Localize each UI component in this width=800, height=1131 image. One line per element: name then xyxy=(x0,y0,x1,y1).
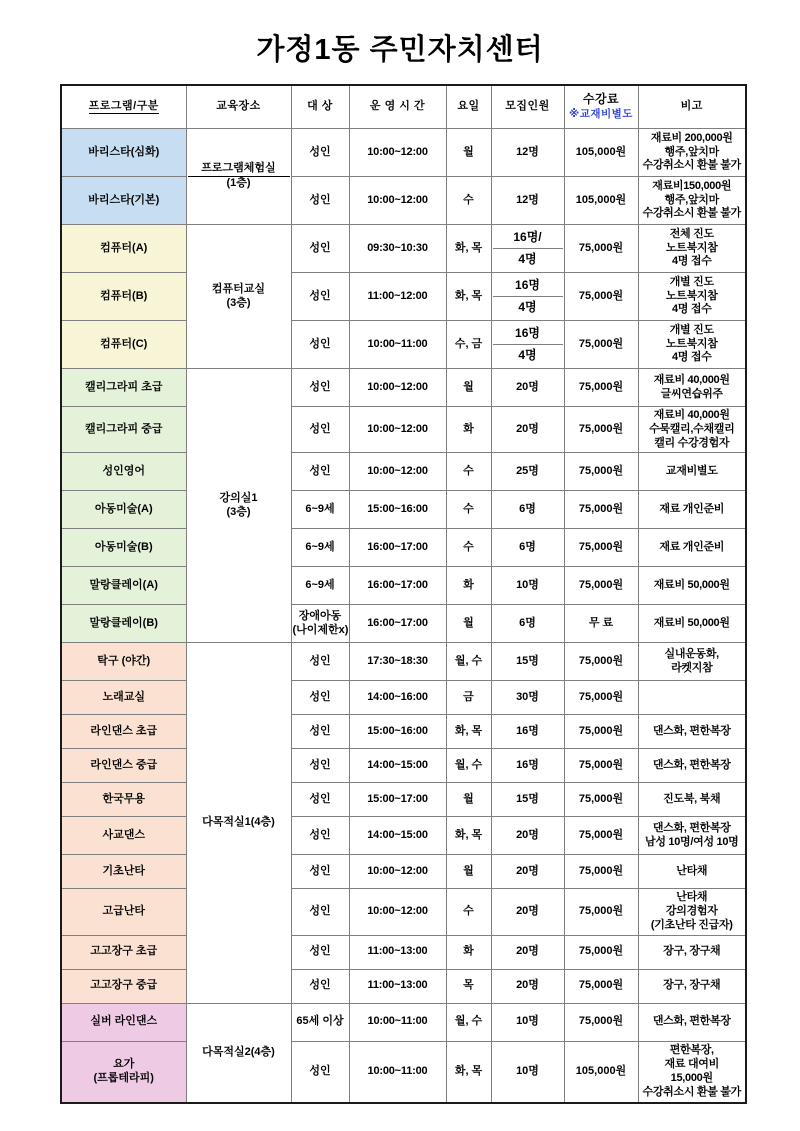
capacity-cell: 20명 xyxy=(491,969,564,1003)
target-cell: 성인 xyxy=(291,273,349,321)
schedule-table-wrapper xyxy=(0,84,800,1104)
remarks-cell: 개별 진도 노트북지참 4명 접수 xyxy=(638,273,746,321)
fee-cell: 75,000원 xyxy=(564,407,638,453)
fee-cell: 75,000원 xyxy=(564,1003,638,1041)
operating-time-cell: 10:00~11:00 xyxy=(349,321,446,369)
program-name-cell: 바리스타(심화) xyxy=(61,129,186,177)
program-name-cell: 노래교실 xyxy=(61,681,186,715)
capacity-cell xyxy=(491,273,564,321)
capacity-cell: 16명 xyxy=(491,749,564,783)
operating-time-cell: 10:00~11:00 xyxy=(349,1003,446,1041)
program-name-cell: 기초난타 xyxy=(61,855,186,889)
program-name-cell: 고고장구 중급 xyxy=(61,969,186,1003)
remarks-cell: 장구, 장구채 xyxy=(638,935,746,969)
fee-cell: 75,000원 xyxy=(564,749,638,783)
capacity-cell: 10명 xyxy=(491,1041,564,1103)
table-row xyxy=(61,177,746,225)
target-cell: 성인 xyxy=(291,783,349,817)
capacity-cell: 15명 xyxy=(491,783,564,817)
target-cell: 성인 xyxy=(291,129,349,177)
operating-time-cell: 16:00~17:00 xyxy=(349,529,446,567)
weekday-cell: 수, 금 xyxy=(446,321,491,369)
venue-cell: 프로그램체험실 (1층) xyxy=(186,129,291,225)
program-name-cell: 라인댄스 초급 xyxy=(61,715,186,749)
table-row xyxy=(61,715,746,749)
weekday-cell: 월 xyxy=(446,783,491,817)
venue-cell: 강의실1 (3층) xyxy=(186,369,291,643)
fee-cell: 75,000원 xyxy=(564,715,638,749)
program-name-cell: 고고장구 초급 xyxy=(61,935,186,969)
operating-time-cell: 16:00~17:00 xyxy=(349,567,446,605)
remarks-cell: 재료비 50,000원 xyxy=(638,567,746,605)
table-row xyxy=(61,567,746,605)
remarks-cell: 진도북, 북채 xyxy=(638,783,746,817)
program-name-cell: 탁구 (야간) xyxy=(61,643,186,681)
weekday-cell: 금 xyxy=(446,681,491,715)
operating-time-cell: 10:00~11:00 xyxy=(349,1041,446,1103)
capacity-cell: 30명 xyxy=(491,681,564,715)
column-header-remarks: 비고 xyxy=(638,85,746,129)
venue-cell: 다목적실2(4층) xyxy=(186,1003,291,1103)
target-cell: 성인 xyxy=(291,681,349,715)
program-name-cell: 아동미술(B) xyxy=(61,529,186,567)
weekday-cell: 월, 수 xyxy=(446,1003,491,1041)
column-header-place: 교육장소 xyxy=(186,85,291,129)
remarks-cell: 재료비 40,000원 수묵캘리,수채캘리 캘리 수강경험자 xyxy=(638,407,746,453)
remarks-cell: 댄스화, 편한복장 xyxy=(638,1003,746,1041)
operating-time-cell: 10:00~12:00 xyxy=(349,453,446,491)
table-row xyxy=(61,1041,746,1103)
fee-cell: 105,000원 xyxy=(564,177,638,225)
fee-cell: 75,000원 xyxy=(564,529,638,567)
capacity-cell: 16명 xyxy=(491,715,564,749)
target-cell: 성인 xyxy=(291,453,349,491)
operating-time-cell: 10:00~12:00 xyxy=(349,369,446,407)
fee-cell: 75,000원 xyxy=(564,855,638,889)
operating-time-cell: 10:00~12:00 xyxy=(349,889,446,935)
capacity-primary: 16명 xyxy=(493,275,563,297)
target-cell: 6~9세 xyxy=(291,567,349,605)
operating-time-cell: 14:00~16:00 xyxy=(349,681,446,715)
table-row xyxy=(61,453,746,491)
target-cell: 성인 xyxy=(291,643,349,681)
weekday-cell: 수 xyxy=(446,177,491,225)
table-row xyxy=(61,273,746,321)
target-cell: 성인 xyxy=(291,889,349,935)
weekday-cell: 화, 목 xyxy=(446,1041,491,1103)
capacity-cell: 12명 xyxy=(491,177,564,225)
table-body xyxy=(61,129,746,1104)
program-name-cell: 한국무용 xyxy=(61,783,186,817)
program-name-cell: 바리스타(기본) xyxy=(61,177,186,225)
fee-cell: 75,000원 xyxy=(564,453,638,491)
column-header-time: 운 영 시 간 xyxy=(349,85,446,129)
table-row xyxy=(61,749,746,783)
venue-cell: 컴퓨터교실 (3층) xyxy=(186,225,291,369)
remarks-cell: 전체 진도 노트북지참 4명 접수 xyxy=(638,225,746,273)
target-cell: 6~9세 xyxy=(291,529,349,567)
fee-cell: 75,000원 xyxy=(564,969,638,1003)
operating-time-cell: 11:00~13:00 xyxy=(349,969,446,1003)
capacity-cell: 20명 xyxy=(491,369,564,407)
page-title: 가정1동 주민자치센터 xyxy=(256,34,544,66)
remarks-cell: 댄스화, 편한복장 xyxy=(638,749,746,783)
table-row xyxy=(61,643,746,681)
table-row xyxy=(61,889,746,935)
table-row xyxy=(61,369,746,407)
target-cell: 성인 xyxy=(291,969,349,1003)
operating-time-cell: 10:00~12:00 xyxy=(349,407,446,453)
table-row xyxy=(61,817,746,855)
remarks-cell: 재료 개인준비 xyxy=(638,491,746,529)
capacity-cell: 20명 xyxy=(491,935,564,969)
program-name-cell: 캘리그라피 초급 xyxy=(61,369,186,407)
program-name-cell: 컴퓨터(A) xyxy=(61,225,186,273)
remarks-cell: 난타채 xyxy=(638,855,746,889)
weekday-cell: 화, 목 xyxy=(446,273,491,321)
column-header-day: 요일 xyxy=(446,85,491,129)
program-name-cell: 아동미술(A) xyxy=(61,491,186,529)
capacity-cell: 10명 xyxy=(491,1003,564,1041)
operating-time-cell: 15:00~16:00 xyxy=(349,715,446,749)
fee-cell: 75,000원 xyxy=(564,643,638,681)
column-header-target: 대 상 xyxy=(291,85,349,129)
remarks-cell: 실내운동화, 라켓지참 xyxy=(638,643,746,681)
operating-time-cell: 10:00~12:00 xyxy=(349,129,446,177)
table-row xyxy=(61,605,746,643)
table-row xyxy=(61,681,746,715)
capacity-secondary: 4명 xyxy=(518,348,537,362)
operating-time-cell: 15:00~17:00 xyxy=(349,783,446,817)
weekday-cell: 월 xyxy=(446,369,491,407)
weekday-cell: 월 xyxy=(446,129,491,177)
target-cell: 65세 이상 xyxy=(291,1003,349,1041)
fee-cell: 75,000원 xyxy=(564,817,638,855)
capacity-cell: 20명 xyxy=(491,817,564,855)
program-name-cell: 요가 (프롭테라피) xyxy=(61,1041,186,1103)
venue-cell: 다목적실1(4층) xyxy=(186,643,291,1003)
remarks-cell xyxy=(638,681,746,715)
fee-cell: 105,000원 xyxy=(564,129,638,177)
fee-cell: 75,000원 xyxy=(564,225,638,273)
capacity-primary: 16명/ xyxy=(493,227,563,249)
fee-cell: 105,000원 xyxy=(564,1041,638,1103)
capacity-cell: 20명 xyxy=(491,889,564,935)
remarks-cell: 재료 개인준비 xyxy=(638,529,746,567)
target-cell: 성인 xyxy=(291,321,349,369)
target-cell: 장애아동 (나이제한x) xyxy=(291,605,349,643)
program-name-cell: 라인댄스 중급 xyxy=(61,749,186,783)
capacity-cell: 10명 xyxy=(491,567,564,605)
target-cell: 성인 xyxy=(291,935,349,969)
table-row xyxy=(61,321,746,369)
target-cell: 성인 xyxy=(291,369,349,407)
program-name-cell: 실버 라인댄스 xyxy=(61,1003,186,1041)
weekday-cell: 수 xyxy=(446,453,491,491)
table-row xyxy=(61,225,746,273)
program-name-cell: 컴퓨터(B) xyxy=(61,273,186,321)
remarks-cell: 편한복장, 재료 대여비 15,000원 수강취소시 환불 불가 xyxy=(638,1041,746,1103)
program-schedule-table xyxy=(60,84,747,1104)
program-name-cell: 사교댄스 xyxy=(61,817,186,855)
table-row xyxy=(61,407,746,453)
operating-time-cell: 15:00~16:00 xyxy=(349,491,446,529)
capacity-cell: 6명 xyxy=(491,605,564,643)
capacity-cell: 25명 xyxy=(491,453,564,491)
table-row xyxy=(61,935,746,969)
target-cell: 성인 xyxy=(291,855,349,889)
table-row xyxy=(61,1003,746,1041)
program-name-cell: 말랑클레이(A) xyxy=(61,567,186,605)
target-cell: 성인 xyxy=(291,715,349,749)
operating-time-cell: 16:00~17:00 xyxy=(349,605,446,643)
capacity-cell: 20명 xyxy=(491,407,564,453)
program-name-cell: 고급난타 xyxy=(61,889,186,935)
weekday-cell: 수 xyxy=(446,491,491,529)
operating-time-cell: 14:00~15:00 xyxy=(349,749,446,783)
fee-cell: 75,000원 xyxy=(564,783,638,817)
target-cell: 성인 xyxy=(291,225,349,273)
weekday-cell: 화 xyxy=(446,567,491,605)
column-header-fee xyxy=(564,85,638,129)
fee-cell: 75,000원 xyxy=(564,567,638,605)
remarks-cell: 댄스화, 편한복장 남성 10명/여성 10명 xyxy=(638,817,746,855)
operating-time-cell: 17:30~18:30 xyxy=(349,643,446,681)
remarks-cell: 난타채 강의경험자 (기초난타 진급자) xyxy=(638,889,746,935)
remarks-cell: 교재비별도 xyxy=(638,453,746,491)
fee-cell: 75,000원 xyxy=(564,491,638,529)
fee-cell: 75,000원 xyxy=(564,273,638,321)
table-row xyxy=(61,491,746,529)
target-cell: 성인 xyxy=(291,407,349,453)
remarks-cell: 개별 진도 노트북지참 4명 접수 xyxy=(638,321,746,369)
target-cell: 성인 xyxy=(291,1041,349,1103)
fee-cell: 75,000원 xyxy=(564,889,638,935)
capacity-secondary: 4명 xyxy=(518,300,537,314)
capacity-cell: 6명 xyxy=(491,529,564,567)
target-cell: 성인 xyxy=(291,177,349,225)
capacity-cell: 20명 xyxy=(491,855,564,889)
fee-cell: 75,000원 xyxy=(564,369,638,407)
weekday-cell: 목 xyxy=(446,969,491,1003)
operating-time-cell: 11:00~13:00 xyxy=(349,935,446,969)
weekday-cell: 화, 목 xyxy=(446,715,491,749)
weekday-cell: 월, 수 xyxy=(446,643,491,681)
weekday-cell: 월 xyxy=(446,855,491,889)
weekday-cell: 화 xyxy=(446,935,491,969)
operating-time-cell: 10:00~12:00 xyxy=(349,177,446,225)
weekday-cell: 월, 수 xyxy=(446,749,491,783)
weekday-cell: 수 xyxy=(446,529,491,567)
remarks-cell: 재료비150,000원 행주,앞치마 수강취소시 환불 불가 xyxy=(638,177,746,225)
remarks-cell: 재료비 40,000원 글씨연습위주 xyxy=(638,369,746,407)
target-cell: 성인 xyxy=(291,749,349,783)
remarks-cell: 재료비 200,000원 행주,앞치마 수강취소시 환불 불가 xyxy=(638,129,746,177)
table-row xyxy=(61,783,746,817)
program-name-cell: 말랑클레이(B) xyxy=(61,605,186,643)
table-row xyxy=(61,969,746,1003)
fee-cell: 무 료 xyxy=(564,605,638,643)
capacity-primary: 16명 xyxy=(493,323,563,345)
weekday-cell: 월 xyxy=(446,605,491,643)
weekday-cell: 화, 목 xyxy=(446,225,491,273)
operating-time-cell: 14:00~15:00 xyxy=(349,817,446,855)
fee-header-main: 수강료 xyxy=(582,92,620,107)
capacity-cell xyxy=(491,321,564,369)
column-header-capacity: 모집인원 xyxy=(491,85,564,129)
operating-time-cell: 10:00~12:00 xyxy=(349,855,446,889)
fee-header-note: ※교재비별도 xyxy=(569,108,633,121)
capacity-cell xyxy=(491,225,564,273)
operating-time-cell: 09:30~10:30 xyxy=(349,225,446,273)
remarks-cell: 장구, 장구채 xyxy=(638,969,746,1003)
program-name-cell: 성인영어 xyxy=(61,453,186,491)
table-row xyxy=(61,129,746,177)
capacity-cell: 15명 xyxy=(491,643,564,681)
remarks-cell: 댄스화, 편한복장 xyxy=(638,715,746,749)
fee-cell: 75,000원 xyxy=(564,681,638,715)
remarks-cell: 재료비 50,000원 xyxy=(638,605,746,643)
fee-cell: 75,000원 xyxy=(564,935,638,969)
capacity-secondary: 4명 xyxy=(518,252,537,266)
capacity-cell: 6명 xyxy=(491,491,564,529)
operating-time-cell: 11:00~12:00 xyxy=(349,273,446,321)
target-cell: 6~9세 xyxy=(291,491,349,529)
weekday-cell: 수 xyxy=(446,889,491,935)
target-cell: 성인 xyxy=(291,817,349,855)
weekday-cell: 화, 목 xyxy=(446,817,491,855)
program-name-cell: 컴퓨터(C) xyxy=(61,321,186,369)
column-header-program: 프로그램/구분 xyxy=(61,85,186,129)
weekday-cell: 화 xyxy=(446,407,491,453)
table-header-row xyxy=(61,85,746,129)
capacity-cell: 12명 xyxy=(491,129,564,177)
program-name-cell: 캘리그라피 중급 xyxy=(61,407,186,453)
table-row xyxy=(61,529,746,567)
table-row xyxy=(61,855,746,889)
fee-cell: 75,000원 xyxy=(564,321,638,369)
